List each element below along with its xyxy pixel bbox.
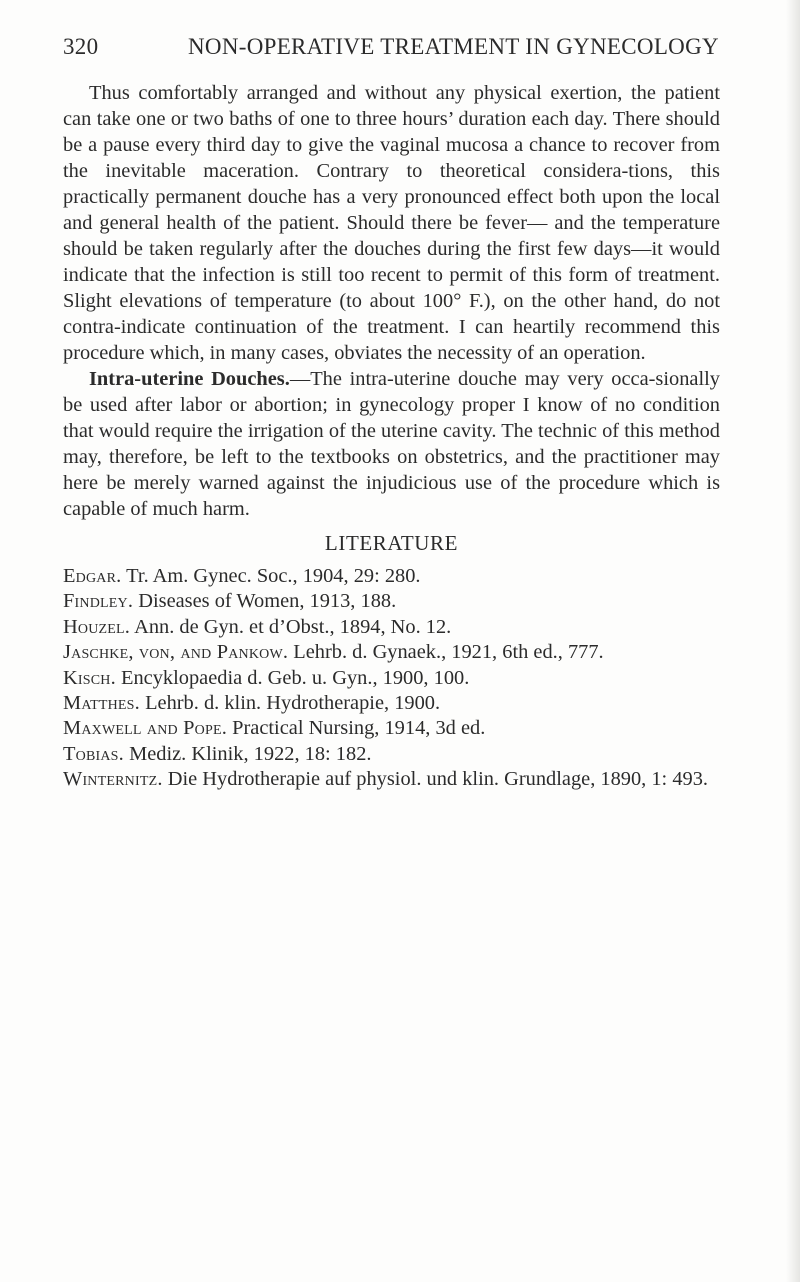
- page-number: 320: [63, 34, 99, 59]
- reference-item: [63, 742, 723, 767]
- reference-item: [63, 666, 723, 691]
- paragraph: [63, 366, 720, 522]
- reference-item: [63, 716, 723, 741]
- reference-author: Edgar.: [63, 565, 122, 587]
- paragraph-text: —The intra-uterine douche may very occa-sionally be used after labor or abortion; in gynecology proper I know of no condition that would require the irrigation of the uterine cavity. The technic of this method may, therefore, be left to the textbooks on obstetrics, and the practitioner may here be merely warned against the injudicious use of the procedure which is capable of much harm.: [63, 368, 720, 520]
- reference-citation: Die Hydrotherapie auf physiol. und klin. Grundlage, 1890, 1: 493.: [167, 768, 709, 791]
- body-text: [63, 80, 720, 522]
- reference-author: Houzel.: [63, 615, 131, 638]
- reference-item: [63, 767, 723, 792]
- reference-item: [63, 615, 723, 640]
- literature-heading: LITERATURE: [324, 531, 459, 555]
- reference-list: [63, 564, 723, 793]
- reference-citation: Mediz. Klinik, 1922, 18: 182.: [129, 742, 372, 765]
- reference-author: Kisch.: [63, 666, 116, 689]
- reference-citation: Lehrb. d. klin. Hydrotherapie, 1900.: [145, 692, 441, 715]
- paragraph: Thus comfortably arranged and without any physical exertion, the patient can take one or two baths of one to three hours’ duration each day. There should be a pause every third day to give the vaginal mucosa a chance to recover from the inevitable maceration. Contrary to theoretical considera-tions, this practically permanent douche has a very pronounced effect both upon the local and general health of the patient. Should there be fever— and the temperature should be taken regularly after the douches during the first few days—it would indicate that the infection is still too recent to permit of this form of treatment. Slight elevations of temperature (to about 100° F.), on the other hand, do not contra-indicate continuation of the treatment. I can heartily recommend this procedure which, in many cases, obviates the necessity of an operation.: [63, 82, 720, 364]
- paragraph-heading: Intra-uterine Douches.: [89, 368, 290, 390]
- reference-item: [63, 640, 723, 665]
- reference-citation: Encyklopaedia d. Geb. u. Gyn., 1900, 100.: [121, 666, 470, 689]
- reference-citation: Ann. de Gyn. et d’Obst., 1894, No. 12.: [134, 615, 452, 638]
- page-edge-shadow: [786, 0, 800, 1282]
- running-title: NON-OPERATIVE TREATMENT IN GYNECOLOGY: [188, 34, 719, 59]
- reference-author: Tobias.: [63, 742, 124, 765]
- reference-citation: Lehrb. d. Gynaek., 1921, 6th ed., 777.: [293, 641, 604, 664]
- reference-author: Jaschke, von, and Pankow.: [63, 641, 289, 664]
- reference-author: Winternitz.: [63, 768, 163, 791]
- reference-citation: Diseases of Women, 1913, 188.: [138, 590, 397, 613]
- reference-item: [63, 691, 723, 716]
- reference-citation: Practical Nursing, 1914, 3d ed.: [232, 717, 486, 740]
- reference-citation: Tr. Am. Gynec. Soc., 1904, 29: 280.: [126, 565, 421, 587]
- reference-item: [63, 564, 723, 589]
- reference-item: [63, 589, 723, 614]
- reference-author: Maxwell and Pope.: [63, 717, 228, 740]
- running-head: [63, 34, 719, 64]
- reference-author: Matthes.: [63, 692, 140, 715]
- reference-author: Findley.: [63, 590, 134, 613]
